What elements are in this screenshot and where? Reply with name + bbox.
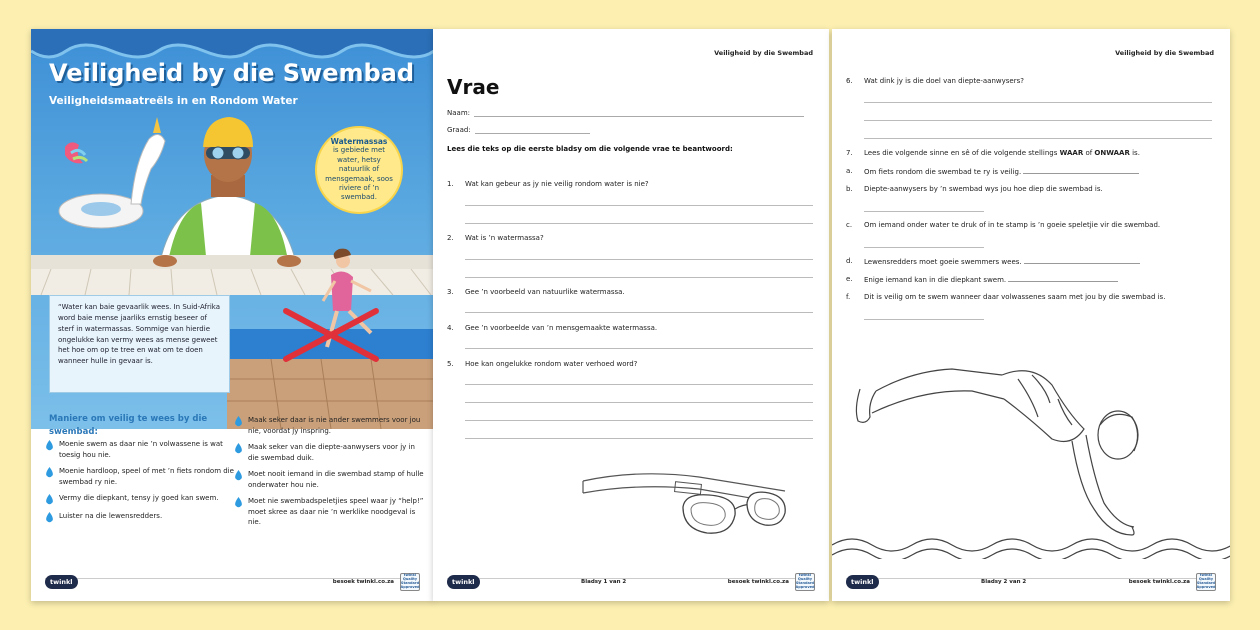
answer-line[interactable]: [864, 102, 1212, 103]
question-number: 5.: [447, 360, 454, 368]
page-subtitle: Veiligheidsmaatreëls in en Rondom Water: [49, 95, 298, 107]
answer-line[interactable]: [465, 223, 813, 224]
list-item: [45, 493, 235, 505]
statement-text: [864, 275, 1118, 284]
question-item: [447, 234, 817, 242]
question-item: [447, 180, 817, 188]
question-text: Wat kan gebeur as jy nie veilig rondom water is nie?: [465, 180, 649, 188]
answer-line[interactable]: [864, 120, 1212, 121]
list-item: [234, 469, 424, 490]
question-number: 1.: [447, 180, 454, 188]
answer-line[interactable]: [465, 205, 813, 206]
statement-label: Enige iemand kan in die diepkant swem.: [864, 276, 1007, 284]
bubble-title: Watermassas: [330, 137, 388, 147]
bubble-text: is gebiede met water, hetsy natuurlik of mensgemaak, soos riviere of ’n swembad.: [325, 146, 393, 202]
twinkl-logo[interactable]: twinkl: [447, 575, 480, 589]
definition-bubble: [315, 126, 403, 214]
answer-line[interactable]: [465, 384, 813, 385]
statement-letter: f.: [846, 293, 851, 301]
twinkl-logo[interactable]: twinkl: [45, 575, 78, 589]
question-text: Wat is ’n watermassa?: [465, 234, 544, 242]
statement-item: [846, 167, 1216, 176]
statement-item: [846, 185, 1216, 193]
goggles-illustration: [579, 463, 789, 543]
tips-list-left: [45, 439, 235, 529]
question-text: Hoe kan ongelukke rondom water verhoed word?: [465, 360, 638, 368]
list-item: [234, 415, 424, 436]
footer-url[interactable]: besoek twinkl.co.za: [1128, 579, 1190, 585]
cover-illustration: [31, 29, 434, 429]
answer-line[interactable]: [1008, 275, 1118, 282]
tip-text: Vermy die diepkant, tensy jy goed kan swem.: [59, 494, 219, 502]
statement-letter: e.: [846, 275, 853, 283]
page-footer: [45, 572, 420, 592]
tip-text: Maak seker daar is nie ander swemmers voor jou nie, voordat jy inspring.: [248, 416, 421, 435]
question-item: [447, 324, 817, 332]
q7-waar: WAAR: [1059, 149, 1084, 157]
water-drop-icon: [45, 494, 54, 505]
answer-line[interactable]: [465, 438, 813, 439]
quality-badge: twinkl Quality Standard Approved: [795, 573, 815, 591]
tips-heading: Maniere om veilig te wees by die swembad:: [49, 414, 208, 437]
footer-url[interactable]: besoek twinkl.co.za: [727, 579, 789, 585]
quality-badge: twinkl Quality Standard Approved: [400, 573, 420, 591]
list-item: [45, 466, 235, 487]
water-drop-icon: [234, 497, 243, 508]
tip-text: Maak seker van die diepte-aanwysers voor jy in die swembad duik.: [248, 443, 415, 462]
quality-badge: twinkl Quality Standard Approved: [1196, 573, 1216, 591]
statement-letter: d.: [846, 257, 853, 265]
statement-item: [846, 275, 1216, 284]
quote-box: “Water kan baie gevaarlik wees. In Suid-Afrika word baie mense jaarliks ernstig beseer of sterf in watermassas. Sommige van hierdie ongelukke kan vermy wees as mense geweet het hoe om op te tree en wat om te doen wanneer hulle in gevaar is.: [49, 295, 230, 393]
page-number: Bladsy 2 van 2: [981, 579, 1027, 585]
statement-item: [846, 293, 1216, 301]
question-item: [846, 149, 1216, 157]
question-number: 2.: [447, 234, 454, 242]
instruction-text: Lees die teks op die eerste bladsy om die volgende vrae te beantwoord:: [447, 145, 733, 153]
twinkl-logo[interactable]: twinkl: [846, 575, 879, 589]
answer-line[interactable]: [465, 312, 813, 313]
questions-title: Vrae: [447, 75, 500, 99]
tip-text: Moenie swem as daar nie ’n volwassene is wat toesig hou nie.: [59, 440, 223, 459]
water-drop-icon: [234, 416, 243, 427]
list-item: [234, 496, 424, 528]
q7-text-a: Lees die volgende sinne en sê of die volgende stellings: [864, 149, 1060, 157]
list-item: [45, 511, 235, 523]
tip-text: Luister na die lewensredders.: [59, 512, 163, 520]
answer-line[interactable]: [465, 277, 813, 278]
water-drop-icon: [45, 512, 54, 523]
water-drop-icon: [234, 470, 243, 481]
answer-line[interactable]: [465, 402, 813, 403]
statement-text: Diepte-aanwysers by ’n swembad wys jou hoe diep die swembad is.: [864, 185, 1103, 193]
statement-letter: a.: [846, 167, 853, 175]
question-text: Gee ’n voorbeeld van natuurlike watermassa.: [465, 288, 625, 296]
page-header: Veiligheid by die Swembad: [1115, 49, 1214, 57]
statement-letter: c.: [846, 221, 853, 229]
name-field[interactable]: [447, 109, 804, 117]
statement-item: [846, 221, 1216, 229]
list-item: [234, 442, 424, 463]
grade-label: Graad:: [447, 126, 471, 134]
worksheet-questions-page-1: [433, 29, 829, 601]
grade-line[interactable]: [475, 126, 590, 134]
q7-of: of: [1083, 149, 1095, 157]
question-number: 7.: [846, 149, 853, 157]
water-drop-icon: [45, 467, 54, 478]
water-drop-icon: [45, 440, 54, 451]
question-number: 6.: [846, 77, 853, 85]
water-drop-icon: [234, 443, 243, 454]
diving-swimmer-illustration: [832, 329, 1230, 559]
name-label: Naam:: [447, 109, 470, 117]
q7-text-b: is.: [1129, 149, 1140, 157]
question-text: [864, 149, 1140, 157]
answer-line[interactable]: [465, 348, 813, 349]
statement-text: Dit is veilig om te swem wanneer daar volwassenes saam met jou by die swembad is.: [864, 293, 1166, 301]
statement-text: Om iemand onder water te druk of in te stamp is ’n goeie speletjie vir die swembad.: [864, 221, 1161, 229]
page-footer: [846, 572, 1216, 592]
question-item: [447, 288, 817, 296]
statement-label: Lewensredders moet goeie swemmers wees.: [864, 258, 1022, 266]
answer-line[interactable]: [864, 247, 984, 248]
tips-list-right: [234, 415, 424, 534]
statement-letter: b.: [846, 185, 853, 193]
question-item: [846, 77, 1216, 85]
answer-line[interactable]: [1023, 167, 1139, 174]
statement-item: [846, 257, 1216, 266]
question-text: Gee ’n voorbeelde van ’n mensgemaakte watermassa.: [465, 324, 658, 332]
grade-field[interactable]: [447, 126, 590, 134]
footer-url[interactable]: besoek twinkl.co.za: [332, 579, 394, 585]
tip-text: Moenie hardloop, speel of met ’n fiets rondom die swembad ry nie.: [59, 467, 234, 486]
list-item: [45, 439, 235, 460]
question-text: Wat dink jy is die doel van diepte-aanwysers?: [864, 77, 1024, 85]
tip-text: Moet nooit iemand in die swembad stamp of hulle onderwater hou nie.: [248, 470, 424, 489]
statement-text: [864, 257, 1140, 266]
answer-line[interactable]: [864, 211, 984, 212]
page-header: Veiligheid by die Swembad: [714, 49, 813, 57]
answer-line[interactable]: [864, 138, 1212, 139]
page-title: Veiligheid by die Swembad: [49, 59, 415, 87]
answer-line[interactable]: [465, 420, 813, 421]
worksheet-cover-page: [31, 29, 434, 601]
page-number: Bladsy 1 van 2: [581, 579, 627, 585]
question-number: 3.: [447, 288, 454, 296]
statement-text: [864, 167, 1139, 176]
answer-line[interactable]: [465, 259, 813, 260]
question-item: [447, 360, 817, 368]
answer-line[interactable]: [1024, 257, 1140, 264]
statement-label: Om fiets rondom die swembad te ry is veilig.: [864, 168, 1022, 176]
worksheet-questions-page-2: [832, 29, 1230, 601]
q7-onwaar: ONWAAR: [1094, 149, 1130, 157]
tip-text: Moet nie swembadspeletjies speel waar jy “help!” moet skree as daar nie ’n werklike noodgeval is nie.: [248, 497, 424, 526]
page-footer: [447, 572, 815, 592]
question-number: 4.: [447, 324, 454, 332]
name-line[interactable]: [474, 109, 804, 117]
answer-line[interactable]: [864, 319, 984, 320]
